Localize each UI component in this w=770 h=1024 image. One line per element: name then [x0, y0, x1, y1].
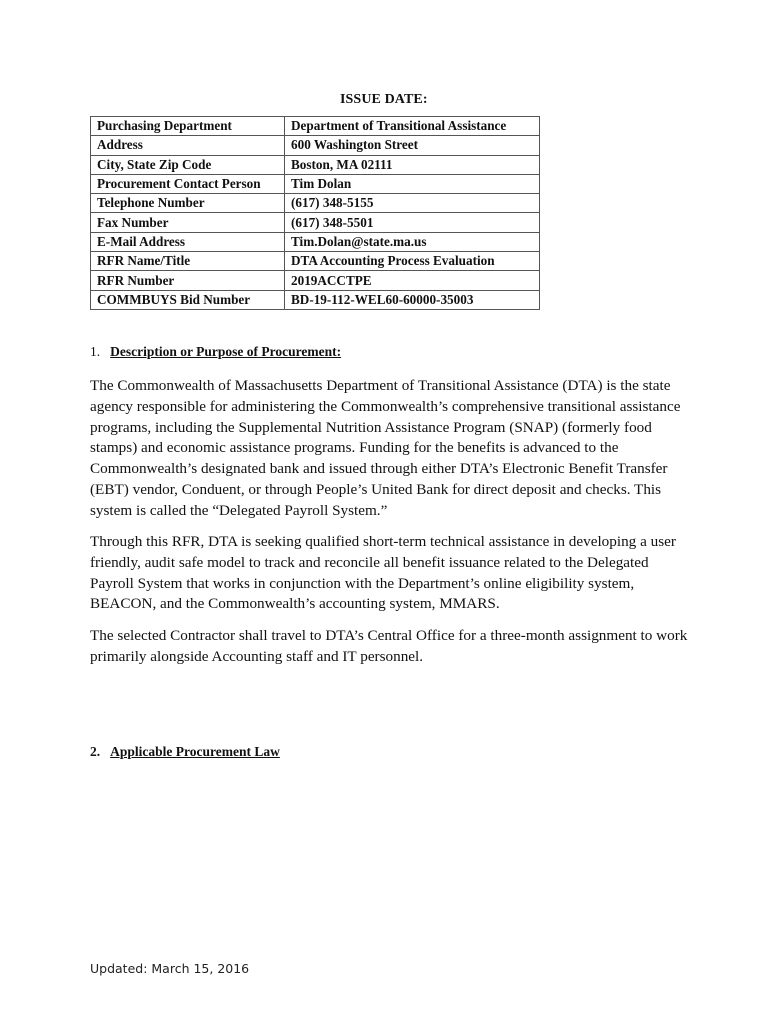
table-label-cell: Fax Number	[91, 213, 285, 232]
section-1-paragraph-3: The selected Contractor shall travel to DTA’s Central Office for a three-month assignment to work primarily alongside Accounting staff and IT personnel.	[90, 627, 688, 665]
section-1-heading	[90, 344, 341, 360]
table-row	[91, 252, 540, 271]
table-label-cell: Procurement Contact Person	[91, 174, 285, 193]
table-value-cell: 600 Washington Street	[285, 136, 540, 155]
section-2-title: Applicable Procurement Law	[110, 744, 280, 759]
table-value-cell: (617) 348-5501	[285, 213, 540, 232]
section-1-title: Description or Purpose of Procurement:	[110, 344, 342, 359]
table-row	[91, 213, 540, 232]
section-1-paragraph-1: The Commonwealth of Massachusetts Department of Transitional Assistance (DTA) is the state agency responsible for administering the Commonwealth’s comprehensive transitional assistance programs, including the Supplemental Nutrition Assistance Program (SNAP) (formerly food stamps) and economic assistance programs. Funding for the benefits is advanced to the Commonwealth’s designated bank and issued through either DTA’s Electronic Benefit Transfer (EBT) vendor, Conduent, or through People’s United Bank for direct deposit and checks. This system is called the “Delegated Payroll System.”	[90, 377, 681, 519]
table-label-cell: RFR Name/Title	[91, 252, 285, 271]
table-label-cell: Purchasing Department	[91, 117, 285, 136]
table-label-cell: City, State Zip Code	[91, 155, 285, 174]
table-row	[91, 117, 540, 136]
table-label-cell: COMMBUYS Bid Number	[91, 290, 285, 309]
section-2-heading	[90, 744, 280, 760]
table-row	[91, 155, 540, 174]
table-row	[91, 136, 540, 155]
table-row	[91, 271, 540, 290]
table-label-cell: Telephone Number	[91, 194, 285, 213]
section-1-number: 1.	[90, 344, 101, 359]
table-row	[91, 174, 540, 193]
table-value-cell: 2019ACCTPE	[285, 271, 540, 290]
table-value-cell: DTA Accounting Process Evaluation	[285, 252, 540, 271]
table-value-cell: BD-19-112-WEL60-60000-35003	[285, 290, 540, 309]
table-row	[91, 290, 540, 309]
issue-date-label: ISSUE DATE:	[340, 92, 428, 107]
procurement-info-table	[90, 116, 540, 310]
table-value-cell: Tim.Dolan@state.ma.us	[285, 232, 540, 251]
table-label-cell: E-Mail Address	[91, 232, 285, 251]
table-value-cell: Tim Dolan	[285, 174, 540, 193]
table-row	[91, 232, 540, 251]
table-value-cell: (617) 348-5155	[285, 194, 540, 213]
table-value-cell: Boston, MA 02111	[285, 155, 540, 174]
section-1-paragraph-2: Through this RFR, DTA is seeking qualified short-term technical assistance in developing a user friendly, audit safe model to track and reconcile all benefit issuance related to the Delegated Payroll System that works in conjunction with the Department’s online eligibility system, BEACON, and the Commonwealth’s accounting system, MMARS.	[90, 533, 676, 613]
table-label-cell: RFR Number	[91, 271, 285, 290]
footer-updated-date: Updated: March 15, 2016	[90, 961, 250, 976]
table-label-cell: Address	[91, 136, 285, 155]
section-2-number: 2.	[90, 744, 101, 759]
table-row	[91, 194, 540, 213]
table-value-cell: Department of Transitional Assistance	[285, 117, 540, 136]
